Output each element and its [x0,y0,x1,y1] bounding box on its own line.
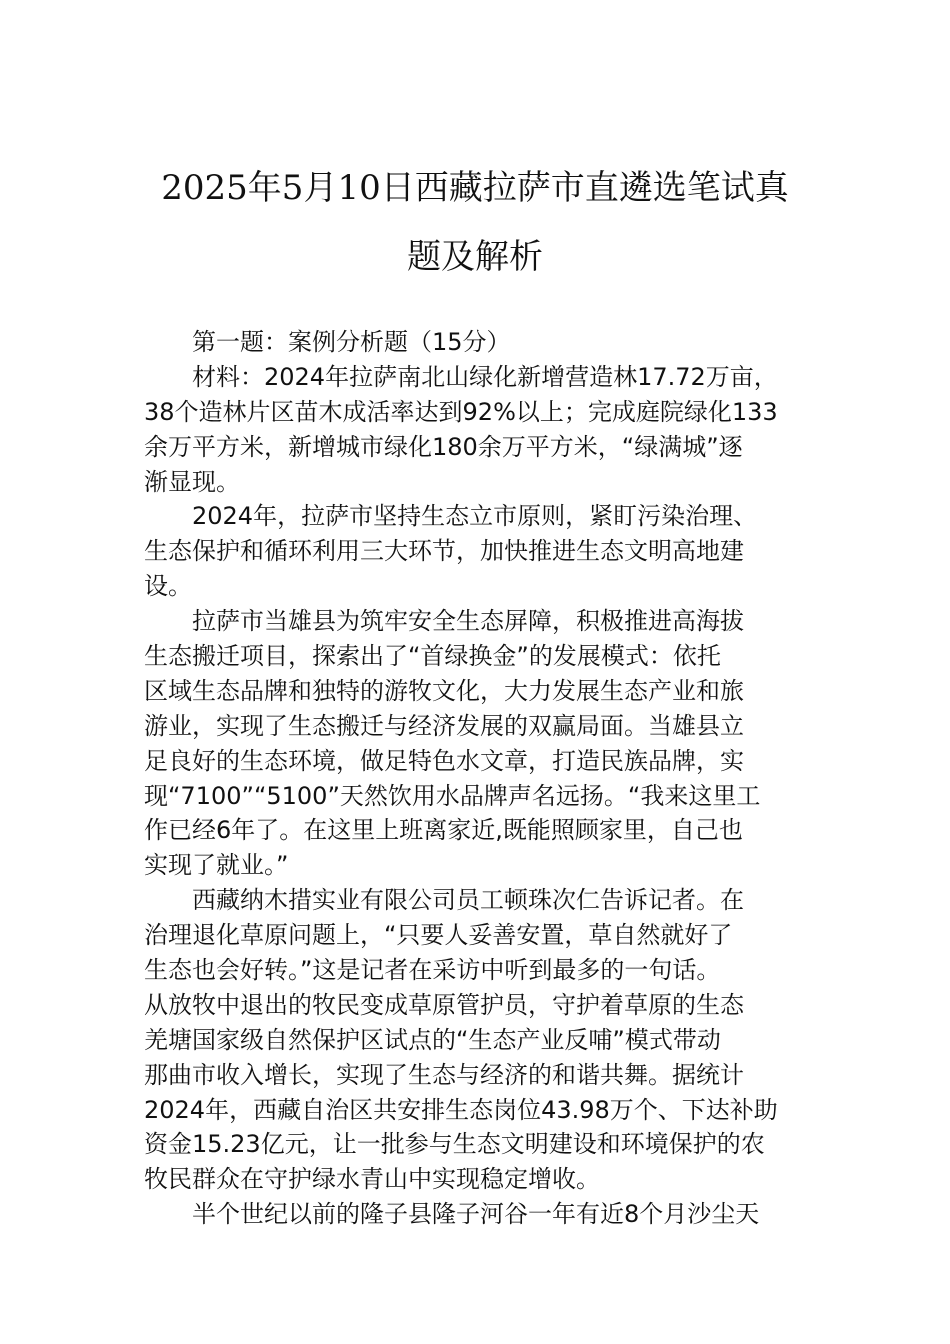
paragraph-line: 牧民群众在守护绿水青山中实现稳定增收。 [144,1165,600,1194]
document-body [144,325,816,1232]
paragraph-line: 生态保护和循环利用三大环节，加快推进生态文明高地建 [144,537,744,566]
paragraph-line: 实现了就业。” [144,851,289,880]
document-title-line-1: 2025年5月10日西藏拉萨市直遴选笔试真 [161,168,789,208]
paragraph-line: 治理退化草原问题上，“只要人妥善安置，草自然就好了 [144,921,733,950]
paragraph-line: 那曲市收入增长，实现了生态与经济的和谐共舞。据统计 [144,1060,744,1089]
paragraph-line: 材料：2024年拉萨南北山绿化新增营造林17.72万亩， [192,362,778,391]
paragraph-line: 区域生态品牌和独特的游牧文化，大力发展生态产业和旅 [144,676,744,705]
paragraph-line: 作已经6年了。在这里上班离家近,既能照顾家里，自己也 [144,816,743,845]
paragraph-line: 设。 [144,572,192,601]
paragraph-line: 2024年，拉萨市坚持生态立市原则，紧盯污染治理、 [192,502,758,531]
paragraph-line: 余万平方米，新增城市绿化180余万平方米，“绿满城”逐 [144,432,743,461]
paragraph-line: 渐显现。 [144,467,240,496]
paragraph-line: 现“7100”“5100”天然饮用水品牌声名远扬。“我来这里工 [144,781,761,810]
paragraph-line: 2024年，西藏自治区共安排生态岗位43.98万个、下达补助 [144,1095,778,1124]
paragraph-line: 半个世纪以前的隆子县隆子河谷一年有近8个月沙尘天 [192,1200,760,1229]
paragraph-line: 生态搬迁项目，探索出了“首绿换金”的发展模式：依托 [144,642,721,671]
paragraph-line: 拉萨市当雄县为筑牢安全生态屏障，积极推进高海拔 [192,607,744,636]
paragraph-line: 足良好的生态环境，做足特色水文章，打造民族品牌，实 [144,746,744,775]
paragraph-line: 羌塘国家级自然保护区试点的“生态产业反哺”模式带动 [144,1025,721,1054]
paragraph-line: 游业，实现了生态搬迁与经济发展的双赢局面。当雄县立 [144,711,744,740]
paragraph-line: 38个造林片区苗木成活率达到92%以上；完成庭院绿化133 [144,397,778,426]
paragraph-line: 生态也会好转。”这是记者在采访中听到最多的一句话。 [144,956,721,985]
document-title-line-2: 题及解析 [407,237,543,277]
paragraph-line: 从放牧中退出的牧民变成草原管护员，守护着草原的生态 [144,990,744,1019]
question-heading: 第一题：案例分析题（15分） [192,328,511,356]
paragraph-line: 资金15.23亿元，让一批参与生态文明建设和环境保护的农 [144,1130,765,1159]
paragraph-line: 西藏纳木措实业有限公司员工顿珠次仁告诉记者。在 [192,886,744,915]
